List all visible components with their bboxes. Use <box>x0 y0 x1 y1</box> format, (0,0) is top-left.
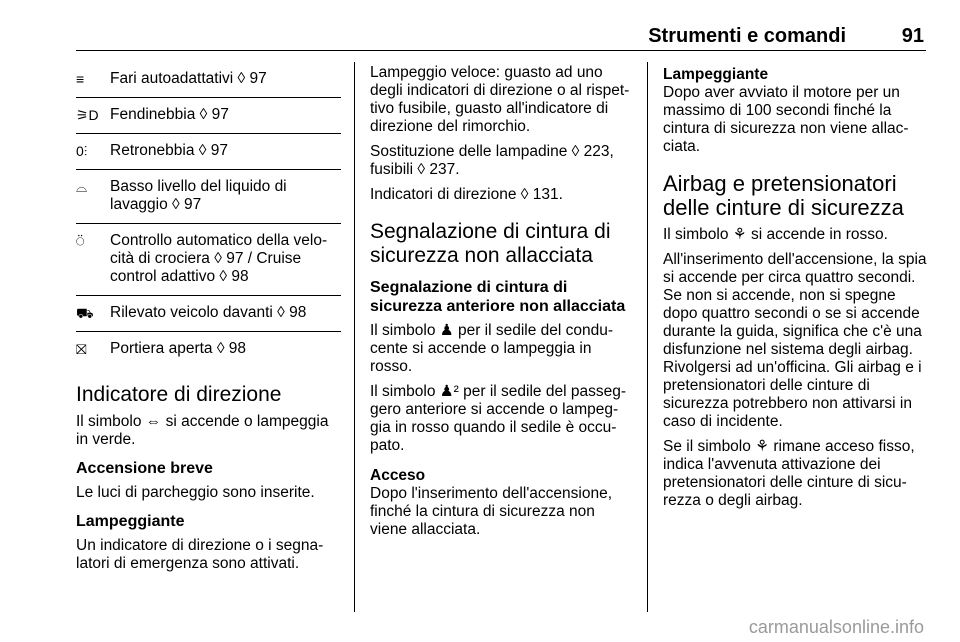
indicator-text: Portiera aperta ◊ 98 <box>110 340 247 357</box>
paragraph: Il simbolo ♟² per il sedile del passeg-gero anteriore si accende o lampeg-gia in rosso quando il sedile è occu-pato. <box>370 383 626 454</box>
column-3 <box>663 64 928 517</box>
indicator-row <box>76 134 341 170</box>
page-header <box>76 0 926 51</box>
indicator-list <box>76 64 341 367</box>
auto-headlight-icon: ≡ <box>76 71 85 87</box>
door-open-icon: ⛝ <box>76 341 87 357</box>
paragraph: Le luci di parcheggio sono inserite. <box>76 484 315 501</box>
paragraph: All'inserimento dell'accensione, la spia si accende per circa quattro secondi. Se non si accende, non si spegne dopo quattro secondi o se si accende durante la guida, significa che c'è una disfunzione nel sistema degli airbag. Rivolgersi ad un'officina. Gli airbag e i pretensionatori delle cinture di sicurezza potrebbero non attivarsi in caso di incidente. <box>663 251 927 430</box>
subsection-heading: Lampeggiante <box>76 513 185 530</box>
column-divider <box>647 62 648 612</box>
indicator-row <box>76 332 341 367</box>
paragraph: Un indicatore di direzione o i segna-latori di emergenza sono attivati. <box>76 537 324 572</box>
front-fog-icon: ⚞D <box>76 107 99 123</box>
subsection-heading: Accensione breve <box>76 460 213 477</box>
page-title: Strumenti e comandi <box>648 25 846 47</box>
section-heading: Indicatore di direzione <box>76 383 282 406</box>
section-heading: Airbag e pretensionatori delle cinture di sicurezza <box>663 171 904 220</box>
paragraph: Dopo l'inserimento dell'accensione, finché la cintura di sicurezza non viene allacciata. <box>370 485 612 538</box>
indicator-row <box>76 296 341 332</box>
indicator-text: Basso livello del liquido di <box>110 178 287 195</box>
paragraph: Se il simbolo ⚘ rimane acceso fisso, indica l'avvenuta attivazione dei pretensionatori delle cinture di sicu-rezza o degli airbag. <box>663 438 915 509</box>
indicator-text: Retronebbia ◊ 97 <box>110 142 228 159</box>
paragraph: Lampeggio veloce: guasto ad uno degli indicatori di direzione o al rispet-tivo fusibile, guasto all'indicatore di direzione del rimorchio. <box>370 64 630 135</box>
indicator-text: Controllo automatico della velo- <box>110 232 328 249</box>
indicator-row <box>76 98 341 134</box>
vehicle-ahead-icon: ⛟ <box>76 305 94 321</box>
subsection-heading: Segnalazione di cintura di sicurezza anteriore non allacciata <box>370 279 626 315</box>
indicator-text: Fari autoadattativi ◊ 97 <box>110 70 267 87</box>
column-divider <box>354 62 355 612</box>
indicator-row <box>76 170 341 224</box>
indicator-text: lavaggio ◊ 97 <box>110 196 202 213</box>
paragraph: Sostituzione delle lampadine ◊ 223, fusibili ◊ 237. <box>370 143 614 178</box>
paragraph: Indicatori di direzione ◊ 131. <box>370 186 563 203</box>
page-number: 91 <box>901 25 924 47</box>
paragraph: Il simbolo ⚘ si accende in rosso. <box>663 226 888 243</box>
section-heading: Segnalazione di cintura di sicurezza non allacciata <box>370 220 611 267</box>
paragraph: Il simbolo ♟ per il sedile del condu-cente si accende o lampeggia in rosso. <box>370 322 614 375</box>
indicator-row <box>76 224 341 296</box>
paragraph: Dopo aver avviato il motore per un massimo di 100 secondi finché la cintura di sicurezza non viene allac-ciata. <box>663 84 909 155</box>
washer-fluid-icon: ⌓ <box>76 179 88 195</box>
column-2 <box>370 64 635 546</box>
indicator-row <box>76 64 341 98</box>
subsection-heading: Acceso <box>370 467 426 484</box>
indicator-text: control adattivo ◊ 98 <box>110 268 249 285</box>
indicator-text: Rilevato veicolo davanti ◊ 98 <box>110 304 307 321</box>
subsection-heading: Lampeggiante <box>663 66 769 83</box>
cruise-control-icon: ⍥ <box>76 233 85 249</box>
column-1 <box>76 64 341 580</box>
paragraph: Il simbolo ⇔ si accende o lampeggia in verde. <box>76 413 329 448</box>
watermark-text: carmanualsonline.info <box>748 617 924 637</box>
indicator-text: Fendinebbia ◊ 97 <box>110 106 229 123</box>
rear-fog-icon: 0⫶ <box>76 143 88 159</box>
indicator-text: cità di crociera ◊ 97 / Cruise <box>110 250 302 267</box>
